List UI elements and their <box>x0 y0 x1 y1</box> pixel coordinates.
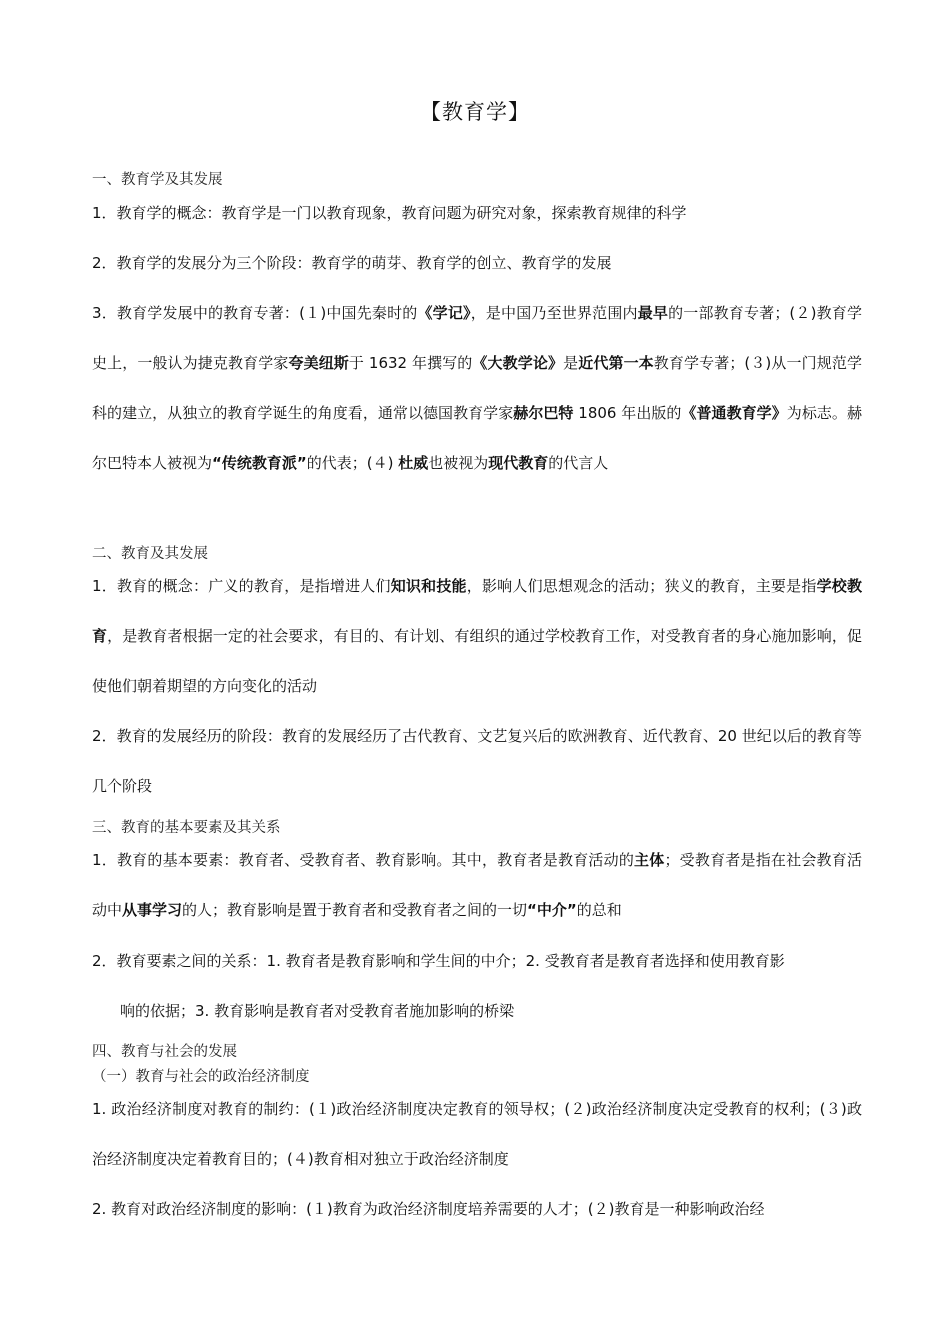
section-heading-4: 四、教育与社会的发展 <box>92 1044 237 1060</box>
section-heading-3: 三、教育的基本要素及其关系 <box>92 820 281 836</box>
paragraph-3-2-line-1: 2．教育要素之间的关系：1. 教育者是教育影响和学生间的中介；2. 受教育者是教育者选择和使用教育影 <box>92 952 785 970</box>
paragraph-1-1: 1．教育学的概念：教育学是一门以教育现象，教育问题为研究对象，探索教育规律的科学 <box>92 204 687 222</box>
section-heading-2: 二、教育及其发展 <box>92 546 208 562</box>
paragraph-4-1: 1. 政治经济制度对教育的制约：(１)政治经济制度决定教育的领导权；(２)政治经济制度决定受教育的权利；(３)政治经济制度决定着教育目的；(４)教育相对独立于政治经济制度 <box>92 1100 862 1168</box>
paragraph-4-2: 2. 教育对政治经济制度的影响：(１)教育为政治经济制度培养需要的人才；(２)教育是一种影响政治经 <box>92 1200 765 1218</box>
paragraph-3-2-line-2: 响的依据；3. 教育影响是教育者对受教育者施加影响的桥梁 <box>120 1002 515 1020</box>
paragraph-2-2: 2．教育的发展经历的阶段：教育的发展经历了古代教育、文艺复兴后的欧洲教育、近代教育、20 世纪以后的教育等几个阶段 <box>92 727 862 795</box>
paragraph-3-1: 1．教育的基本要素：教育者、受教育者、教育影响。其中，教育者是教育活动的主体；受教育者是指在社会教育活动中从事学习的人；教育影响是置于教育者和受教育者之间的一切“中介”的总和 <box>92 851 862 919</box>
document-title: 【教育学】 <box>420 100 530 124</box>
section-heading-1: 一、教育学及其发展 <box>92 172 223 188</box>
paragraph-1-3: 3．教育学发展中的教育专著：(１)中国先秦时的《学记》，是中国乃至世界范围内最早的一部教育专著；(２)教育学史上，一般认为捷克教育学家夸美纽斯于 1632 年撰写的《大教学论》是近代第一本教育学专著；(３)从一门规范学科的建立，从独立的教育学诞生的角度看，通常以德国教育学家赫尔巴特 1806 年出版的《普通教育学》为标志。赫尔巴特本人被视为“传统教育派”的代表；(４) 杜威也被视为现代教育的代言人 <box>92 304 862 472</box>
subsection-heading-4-1: （一）教育与社会的政治经济制度 <box>92 1069 310 1085</box>
paragraph-2-1: 1．教育的概念：广义的教育，是指增进人们知识和技能，影响人们思想观念的活动；狭义的教育，主要是指学校教育，是教育者根据一定的社会要求，有目的、有计划、有组织的通过学校教育工作，对受教育者的身心施加影响，促使他们朝着期望的方向变化的活动 <box>92 577 862 695</box>
paragraph-1-2: 2．教育学的发展分为三个阶段：教育学的萌芽、教育学的创立、教育学的发展 <box>92 254 612 272</box>
